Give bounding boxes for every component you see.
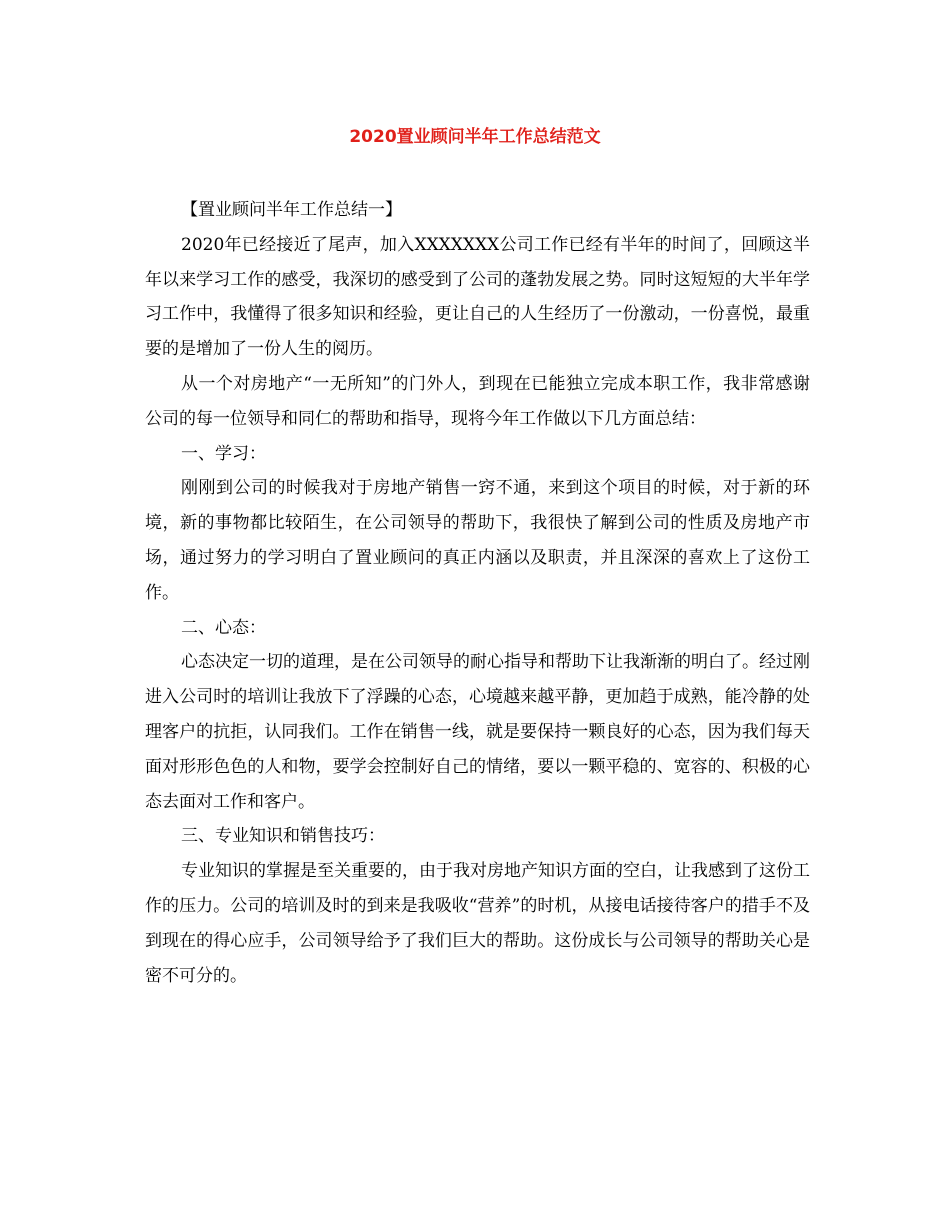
document-body xyxy=(145,193,810,993)
paragraph: 专业知识的掌握是至关重要的，由于我对房地产知识方面的空白，让我感到了这份工作的压力。公司的培训及时的到来是我吸收“营养”的时机，从接电话接待客户的措手不及到现在的得心应手，公司领导给予了我们巨大的帮助。这份成长与公司领导的帮助关心是密不可分的。 xyxy=(145,861,810,986)
document-title: 2020置业顾问半年工作总结范文 xyxy=(349,127,601,147)
paragraph: 从一个对房地产“一无所知”的门外人，到现在已能独立完成本职工作，我非常感谢公司的每一位领导和同仁的帮助和指导，现将今年工作做以下几方面总结： xyxy=(145,373,810,429)
paragraph: 2020年已经接近了尾声，加入XXXXXXX公司工作已经有半年的时间了，回顾这半年以来学习工作的感受，我深切的感受到了公司的蓬勃发展之势。同时这短短的大半年学习工作中，我懂得了很多知识和经验，更让自己的人生经历了一份激动，一份喜悦，最重要的是增加了一份人生的阅历。 xyxy=(145,234,810,360)
section-heading: 【置业顾问半年工作总结一】 xyxy=(181,200,402,220)
paragraph: 心态决定一切的道理，是在公司领导的耐心指导和帮助下让我渐渐的明白了。经过刚进入公司时的培训让我放下了浮躁的心态，心境越来越平静，更加趋于成熟，能冷静的处理客户的抗拒，认同我们。工作在销售一线，就是要保持一颗良好的心态，因为我们每天面对形形色色的人和物，要学会控制好自己的情绪，要以一颗平稳的、宽容的、积极的心态去面对工作和客户。 xyxy=(145,652,810,812)
paragraph: 刚刚到公司的时候我对于房地产销售一窍不通，来到这个项目的时候，对于新的环境，新的事物都比较陌生，在公司领导的帮助下，我很快了解到公司的性质及房地产市场，通过努力的学习明白了置业顾问的真正内涵以及职责，并且深深的喜欢上了这份工作。 xyxy=(145,478,810,603)
section-heading: 一、学习： xyxy=(181,443,266,464)
section-heading: 三、专业知识和销售技巧： xyxy=(181,826,385,847)
section-heading: 二、心态： xyxy=(181,617,266,638)
